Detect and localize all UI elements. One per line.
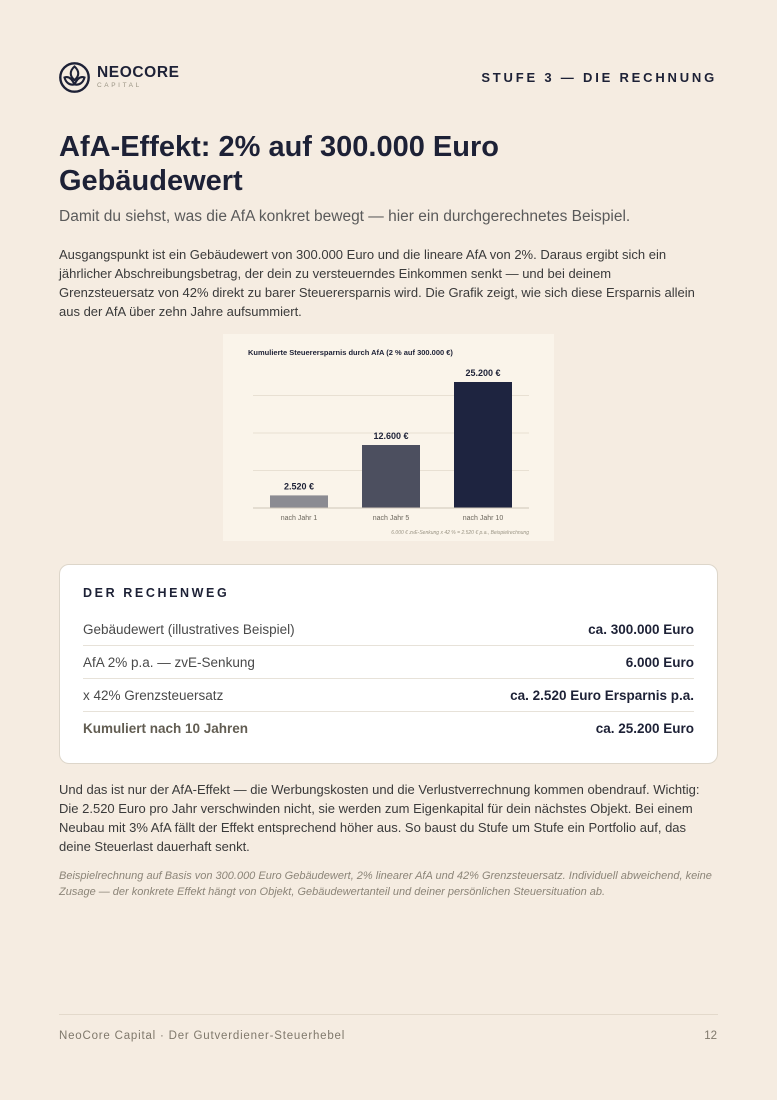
calc-row-total	[83, 712, 694, 745]
page-subtitle: Damit du siehst, was die AfA konkret bewegt — hier ein durchgerechnetes Beispiel.	[59, 208, 631, 225]
chart-source-note: 6.000 € zvE-Senkung x 42 % = 2.520 € p.a., Beispielrechnung	[391, 530, 529, 536]
chart-data-label: 2.520 €	[283, 481, 315, 492]
page-number: 12	[704, 1030, 717, 1042]
outro-paragraph: Und das ist nur der AfA-Effekt — die Werbungskosten und die Verlustverrechnung kommen obendrauf. Wichtig: Die 2.520 Euro pro Jahr verschwinden nicht, sie werden zum Eigenkapital für dein nächstes Objekt. Bei einem Neubau mit 3% AfA fällt der Effekt entsprechend höher aus. So baust du Stufe um Stufe ein Portfolio auf, das deine Steuerlast dauerhaft senkt.	[59, 782, 700, 854]
page-title: AfA-Effekt: 2% auf 300.000 Euro Gebäudewert	[59, 131, 499, 197]
savings-chart	[223, 334, 554, 541]
footer-text: NeoCore Capital · Der Gutverdiener-Steuerhebel	[59, 1030, 346, 1042]
calculation-card	[59, 564, 718, 764]
chart-tick-label: nach Jahr 10	[462, 515, 504, 522]
calc-row-value: ca. 25.200 Euro	[595, 721, 694, 736]
savings-chart-svg	[223, 334, 554, 541]
brand-name: NEOCORE	[97, 63, 180, 81]
chart-tick-label: nach Jahr 5	[372, 515, 410, 522]
calc-row-label: AfA 2% p.a. — zvE-Senkung	[83, 654, 255, 670]
intro-paragraph: Ausgangspunkt ist ein Gebäudewert von 300.000 Euro und die lineare AfA von 2%. Daraus ergibt sich ein jährlicher Abschreibungsbetrag, der dein zu versteuerndes Einkommen senkt — und bei deinem Grenzsteuersatz von 42% direkt zu barer Steuerersparnis wird. Die Grafik zeigt, wie sich diese Ersparnis allein aus der AfA über zehn Jahre aufsummiert.	[59, 247, 695, 319]
neocore-leaf-emblem-icon	[59, 61, 90, 94]
calc-row-label: Kumuliert nach 10 Jahren	[83, 721, 249, 736]
chart-title: Kumulierte Steuerersparnis durch AfA (2 % auf 300.000 €)	[248, 348, 453, 357]
step-label: STUFE 3 — DIE RECHNUNG	[481, 69, 717, 85]
chart-bar	[454, 382, 512, 508]
footer-divider	[59, 1014, 718, 1015]
chart-data-label: 12.600 €	[373, 431, 409, 441]
calc-row-value: ca. 2.520 Euro Ersparnis p.a.	[510, 687, 694, 703]
calc-row-label: x 42% Grenzsteuersatz	[83, 687, 224, 703]
disclaimer-footnote: Beispielrechnung auf Basis von 300.000 Euro Gebäudewert, 2% linearer AfA und 42% Grenzsteuersatz. Individuell abweichend, keine Zusage — der konkrete Effekt hängt von Objekt, Gebäudewertanteil und deiner persönlichen Steuersituation ab.	[59, 870, 712, 898]
calc-row	[83, 679, 694, 712]
page-header	[59, 60, 717, 94]
chart-tick-label: nach Jahr 1	[280, 515, 318, 522]
calc-row-label: Gebäudewert (illustratives Beispiel)	[83, 621, 295, 637]
brand-logo	[59, 61, 180, 94]
calculation-heading: DER RECHENWEG	[83, 586, 230, 600]
calc-row-value: 6.000 Euro	[625, 654, 694, 670]
chart-bar	[270, 495, 328, 508]
calc-row-value: ca. 300.000 Euro	[588, 621, 694, 637]
brand-tagline: CAPITAL	[97, 82, 142, 89]
chart-bar	[362, 445, 420, 508]
calc-row	[83, 613, 694, 646]
chart-data-label: 25.200 €	[465, 368, 501, 378]
calc-row	[83, 646, 694, 679]
